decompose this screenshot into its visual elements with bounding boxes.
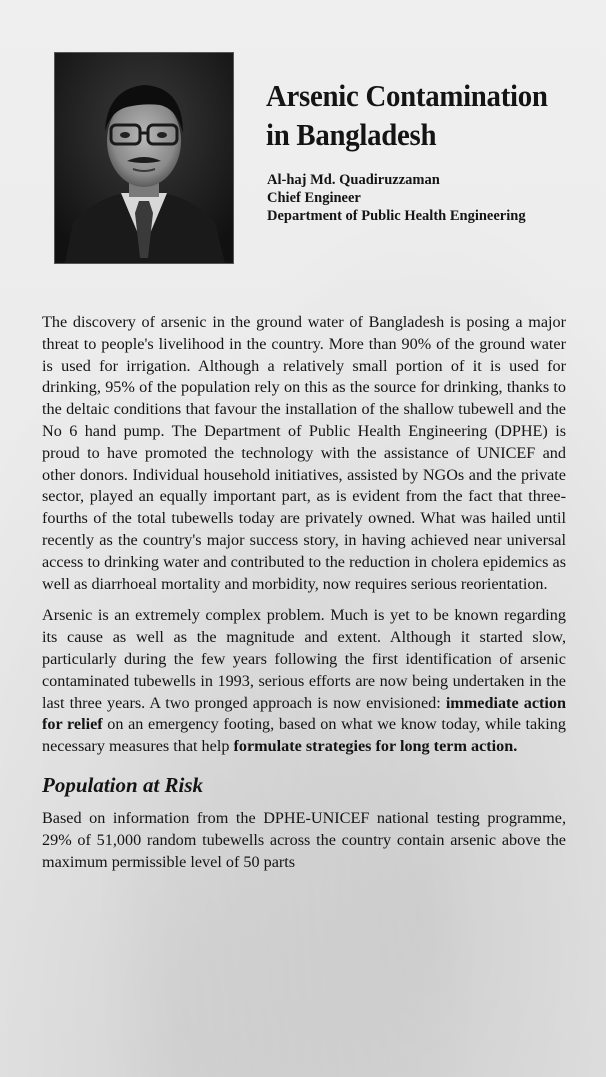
title-line-1: Arsenic Contamination (266, 78, 548, 113)
article-title (266, 76, 573, 154)
article-body (42, 312, 566, 873)
paragraph-2-text-a: Arsenic is an extremely complex problem. Much is yet to be known regarding its cause as well as the magnitude and extent. Although it started slow, particularly during the few years following the first identification of arsenic contaminated tubewells in 1993, serious efforts are now being undertaken in the last three years. A two pronged approach is now envisioned: (42, 606, 566, 712)
title-line-2: in Bangladesh (266, 117, 437, 152)
paragraph-2 (42, 605, 566, 758)
section-heading: Population at Risk (42, 772, 204, 797)
portrait-image (55, 53, 233, 263)
author-name: Al-haj Md. Quadiruzzaman (267, 172, 440, 188)
paragraph-3: Based on information from the DPHE-UNICEF national testing programme, 29% of 51,000 random tubewells across the country contain arsenic above the maximum permissible level of 50 parts (42, 808, 566, 871)
author-position: Chief Engineer (267, 190, 361, 206)
author-department: Department of Public Health Engineering (267, 208, 526, 224)
paragraph-2-emphasis-strategies: formulate strategies for long term action. (233, 737, 518, 756)
paragraph-1: The discovery of arsenic in the ground water of Bangladesh is posing a major threat to people's livelihood in the country. More than 90% of the ground water is used for irrigation. Although a relatively small portion of it is used for drinking, 95% of the population rely on this as the source for drinking, thanks to the deltaic conditions that favour the installation of the shallow tubewell and the No 6 hand pump. The Department of Public Health Engineering (DPHE) is proud to have promoted the technology with the assistance of UNICEF and other donors. Individual household initiatives, assisted by NGOs and the private sector, played an equally important part, as is evident from the fact that three-fourths of the total tubewells today are privately owned. What was hailed until recently as the country's major success story, in having achieved near universal access to drinking water and contributed to the reduction in cholera epidemics as well as diarrhoeal mortality and morbidity, now requires serious reorientation. (42, 313, 566, 593)
author-photo (55, 53, 233, 263)
byline (267, 171, 597, 225)
paragraph-2-emphasis-relief: immediate action for relief (42, 693, 566, 734)
paragraph-2-text-c: on an emergency footing, based on what we know today, while taking necessary measures that help (42, 715, 566, 756)
